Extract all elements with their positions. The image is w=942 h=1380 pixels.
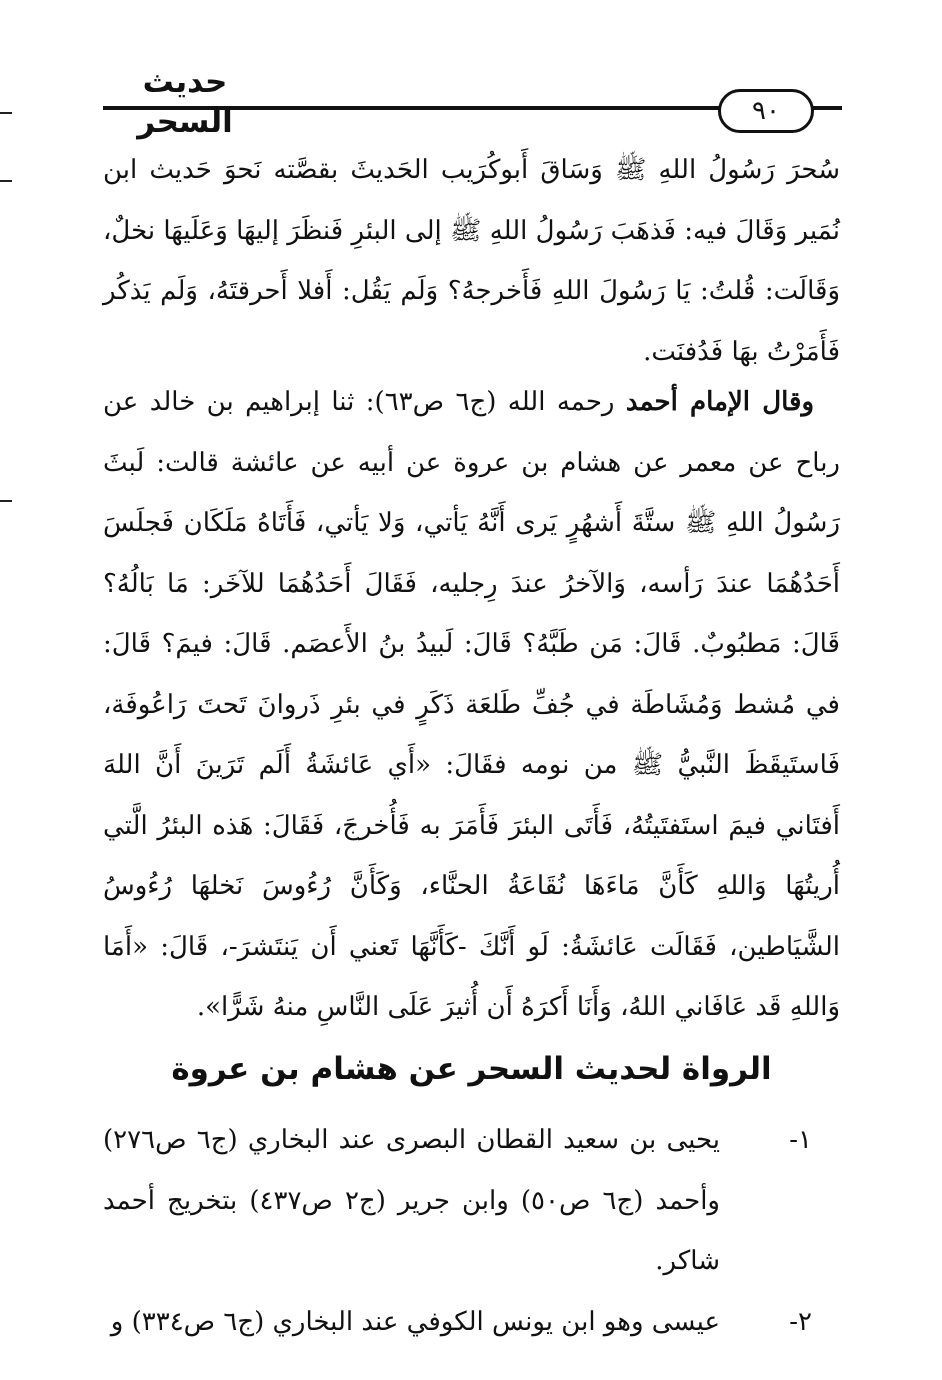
list-item-text: يحيى بن سعيد القطان البصرى عند البخاري (ج٦ ص٢٧٦) وأحمد (ج٦ ص٥٠) وابن جرير (ج٢ ص٤٣٧) بتخريج أحمد شاكر. [103,1125,720,1276]
list-item-number: ٢- [789,1306,812,1337]
list-item [103,1292,840,1353]
narrators-list [103,1110,840,1352]
running-title: حديث السحر [137,64,233,140]
list-item-number: ١- [789,1125,812,1155]
list-item-text: عيسى وهو ابن يونس الكوفي عند البخاري (ج٦ ص٣٣٤) و [110,1306,720,1337]
paragraph-1: سُحرَ رَسُولُ اللهِ ﷺ وَسَاقَ أَبوكُرَيب الحَديثَ بقصَّته نَحوَ حَديث ابن نُمَير وَقَالَ فيه: فَذهَبَ رَسُولُ اللهِ ﷺ إلى البئرِ فَنظَرَ إليهَا وَعَلَيهَا نخلٌ، وَقَالَت: قُلتُ: يَا رَسُولَ اللهِ فَأَخرجهُ؟ وَلَم يَقُل: أَفلا أَحرقتَهُ، وَلَم يَذكُر فَأَمَرْتُ بهَا فَدُفنَت. [103,155,840,367]
section-heading: الرواة لحديث السحر عن هشام بن عروة [171,1051,772,1087]
paragraph-2-text: رحمه الله (ج٦ ص٦٣): ثنا إبراهيم بن خالد عن رباح عن معمر عن هشام بن عروة عن أبيه عن عائشة قالت: لَبثَ رَسُولُ اللهِ ﷺ ستَّةَ أَشهُرٍ يَرى أَنَّهُ يَأتي، وَلا يَأتي، فَأَتَاهُ مَلَكَان فَجلَسَ أَحَدُهُمَا عندَ رَأسه، وَالآخرُ عندَ رِجليه، فَقَالَ أَحَدُهُمَا للآخَر: مَا بَالُهُ؟ قَالَ: مَطبُوبٌ. قَالَ: مَن طَبَّهُ؟ قَالَ: لَبيدُ بنُ الأَعصَم. قَالَ: فيمَ؟ قَالَ: في مُشط وَمُشَاطَة في جُفِّ طَلعَة ذَكَرٍ في بئرِ ذَروانَ تَحتَ رَاعُوفَة، فَاستَيقَظَ النَّبيُّ ﷺ من نومه فقَالَ: «أَي عَائشَةُ أَلَم تَرَينَ أَنَّ اللهَ أَفتَاني فيمَ استَفتَيتُهُ، فَأَتَى البئرَ فَأَمَرَ به فَأُخرجَ، فَقَالَ: هَذه البئرُ الَّتي أُريتُهَا وَاللهِ كَأَنَّ مَاءَهَا نُقَاعَةُ الحنَّاء، وَكَأَنَّ رُءُوسَ نَخلهَا رُءُوسُ الشَّيَاطين، فَقَالَت عَائشَةُ: لَو أَنَّكَ -كَأَنَّهَا تَعني أَن يَنتَشرَ-، قَالَ: «أَمَا وَاللهِ قَد عَافَاني اللهُ، وَأَنَا أَكرَهُ أَن أُثيرَ عَلَى النَّاسِ منهُ شَرًّا». [103,387,840,1022]
page-number: ٩٠ [718,89,814,133]
scan-margin-mark [0,180,12,182]
scan-margin-mark [0,500,12,502]
paragraph-2 [103,372,840,1038]
list-item [103,1110,840,1292]
scan-margin-mark [0,112,12,114]
paragraph-2-lead: وقال الإمام أحمد [625,387,814,417]
